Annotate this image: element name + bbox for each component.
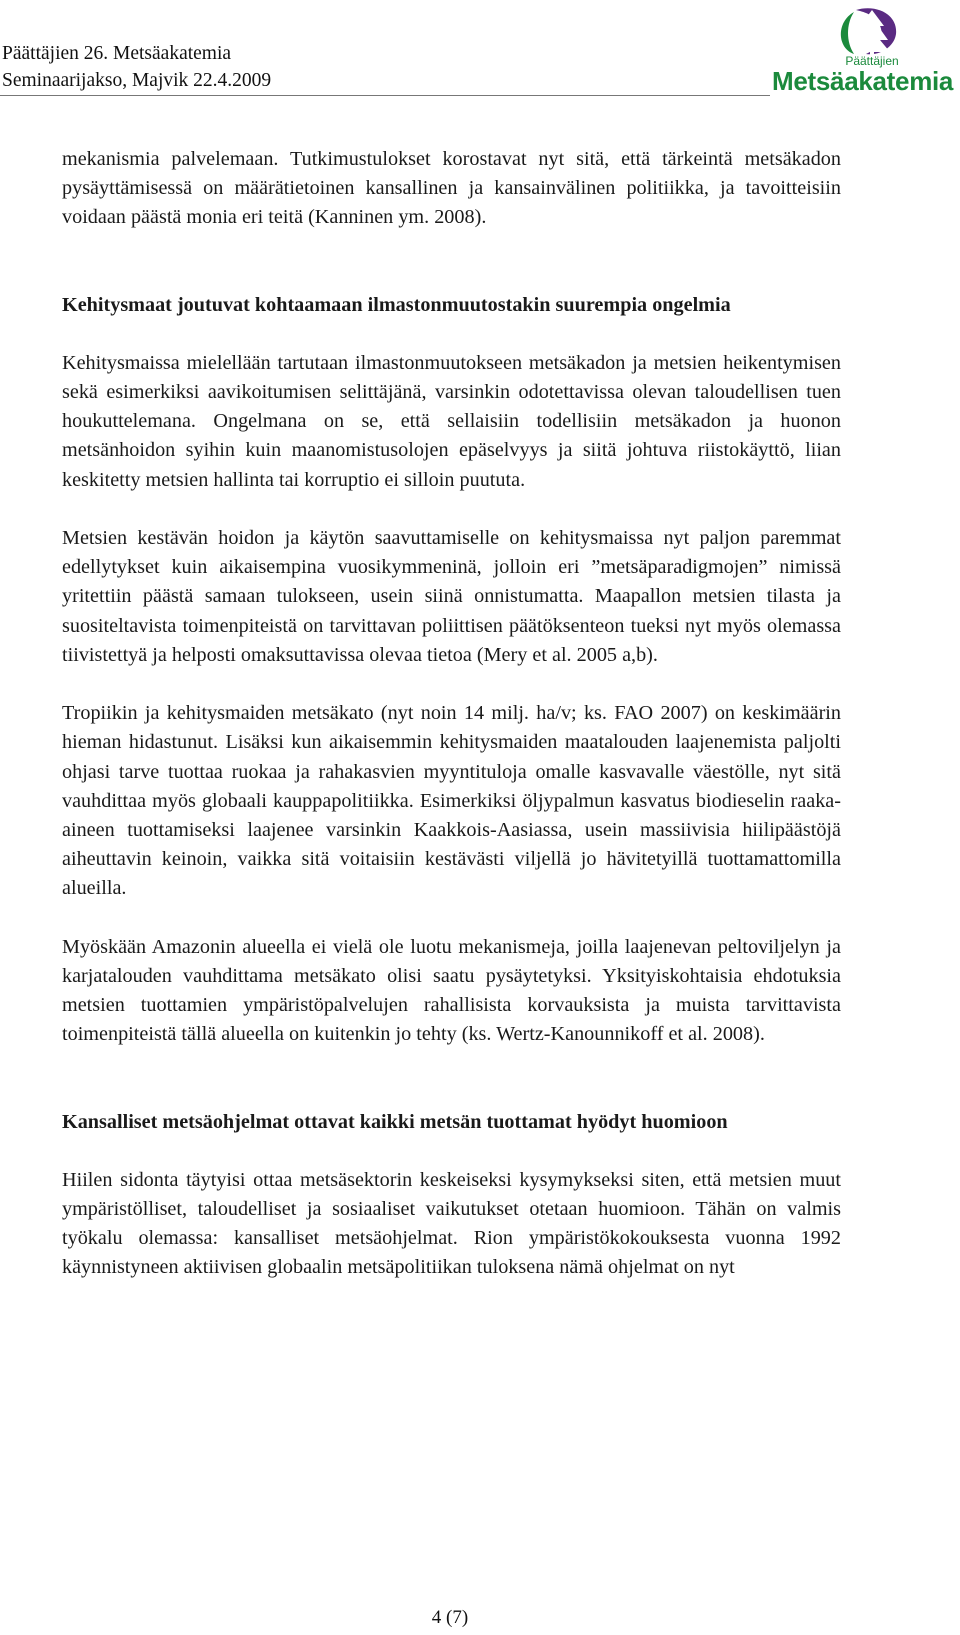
paragraph: Tropiikin ja kehitysmaiden metsäkato (nyt noin 14 milj. ha/v; ks. FAO 2007) on keskimäärin hieman hidastunut. Lisäksi kun aikaisemmin kehitysmaiden maatalouden laajenemista paljolti ohjasi tarve tuottaa ruokaa ja rahakasvien myyntituloja omalle kasvavalle väestölle, nyt sitä vauhdittaa myös globaali kauppapolitiikka. Esimerkiksi öljypalmun kasvatus biodieselin raaka-aineen tuottamiseksi laajenee varsinkin Kaakkois-Aasiassa, usein massiivisia hiilipäästöjä aiheuttavin keinoin, vaikka sitä voitaisiin kestävästi viljellä jo hävitetyillä tuottamattomilla alueilla. xyxy=(62,702,841,900)
header-event-title: Päättäjien 26. Metsäakatemia xyxy=(2,43,232,64)
paragraph: mekanismia palvelemaan. Tutkimustulokset korostavat nyt sitä, että tärkeintä metsäkadon pysäyttämisessä on määrätietoinen kansallinen ja kansainvälinen politiikka, ja tavoitteisiin voidaan päästä monia eri teitä (Kanninen ym. 2008). xyxy=(62,148,841,229)
section-heading: Kansalliset metsäohjelmat ottavat kaikki metsän tuottamat hyödyt huomioon xyxy=(62,1110,728,1133)
paragraph: Metsien kestävän hoidon ja käytön saavuttamiselle on kehitysmaissa nyt paljon paremmat edellytykset kuin aikaisempina vuosikymmeninä, jolloin eri ”metsäparadigmojen” nimissä yritettiin päästä samaan tulokseen, usein siinä onnistumatta. Maapallon metsien tilasta ja suositeltavista toimenpiteistä on tarvittavan poliittisen päätöksenteon tueksi nyt myös olemassa tiivistettyä ja helposti omaksuttavissa olevaa tietoa (Mery et al. 2005 a,b). xyxy=(62,527,841,666)
logo xyxy=(770,2,960,98)
header-text xyxy=(2,40,271,94)
paragraph: Kehitysmaissa mielellään tartutaan ilmastonmuutokseen metsäkadon ja metsien heikentymisen sekä esimerkiksi aavikoitumisen selittäjänä, varsinkin odotettavissa olevan taloudellisen tuen houkuttelemana. Ongelmana on se, että sellaisiin todellisiin metsäkadon ja huonon metsänhoidon syihin kuin maanomistusolojen epäselvyys ja siitä johtuva riistokäyttö, liian keskitetty metsien hallinta tai korruptio ei silloin puututa. xyxy=(62,351,841,491)
header-event-subtitle: Seminaarijakso, Majvik 22.4.2009 xyxy=(2,70,272,91)
logo-small-text: Päättäjien xyxy=(845,54,899,68)
header-divider xyxy=(0,95,770,96)
paragraph: Myöskään Amazonin alueella ei vielä ole luotu mekanismeja, joilla laajenevan peltoviljelyn ja karjatalouden vauhdittama metsäkato olisi saatu pysäytetyksi. Yksityiskohtaisia ehdotuksia metsien tuottamien ympäristöpalvelujen rahallisista korvauksista ja muista tarvittavista toimenpiteistä tällä alueella on kuitenkin jo tehty (ks. Wertz-Kanounnikoff et al. 2008). xyxy=(62,935,841,1046)
fir-tree-logo-icon xyxy=(832,4,912,56)
page-header xyxy=(0,0,960,100)
paragraph: Hiilen sidonta täytyisi ottaa metsäsektorin keskeiseksi kysymykseksi siten, että metsien muut ympäristölliset, taloudelliset ja sosiaaliset vaikutukset otetaan huomioon. Tähän on valmis työkalu olemassa: kansalliset metsäohjelmat. Rion ympäristökokouksesta vuonna 1992 käynnistyneen aktiivisen globaalin metsäpolitiikan tuloksena nämä ohjelmat on nyt xyxy=(62,1168,841,1279)
page-number: 4 (7) xyxy=(431,1607,469,1628)
section-heading: Kehitysmaat joutuvat kohtaamaan ilmastonmuutostakin suurempia ongelmia xyxy=(62,293,731,316)
document-body xyxy=(62,145,841,1283)
logo-wordmark: Metsäakatemia xyxy=(772,66,954,96)
